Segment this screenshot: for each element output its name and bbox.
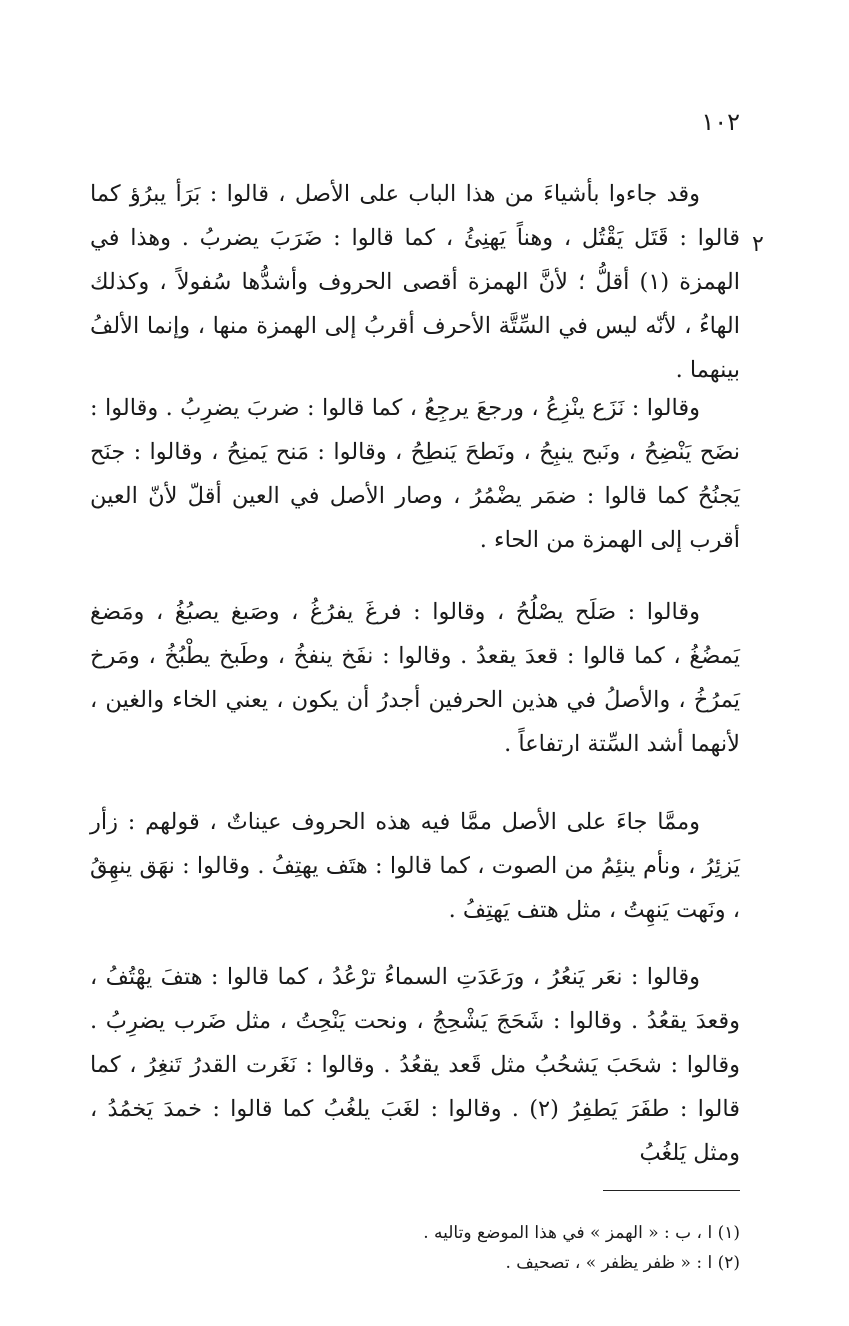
footnote-separator — [603, 1190, 740, 1191]
page-number: ١٠٢ — [701, 108, 740, 136]
paragraph-1: وقد جاءوا بأشياءَ من هذا الباب على الأصل ، قالوا : بَرَأ يبرُؤ كما قالوا : قَتَل يَقْتُل ، وهناً يَهنِئُ ، كما قالوا : ضَرَبَ يضربُ . وهذا في الهمزة (١) أقلُّ ؛ لأنَّ الهمزة أقصى الحروف وأشدُّها سُفولاً ، وكذلك الهاءُ ، لأنّه ليس في السِّتَّة الأحرف أقربُ إلى الهمزة منها ، وإنما الألفُ بينهما . — [90, 181, 740, 383]
paragraph-5: وقالوا : نعَر يَنعُرُ ، ورَعَدَتِ السماءُ ترْعُدُ ، كما قالوا : هتفَ يهْتُفُ ، وقعدَ يقعُدُ . وقالوا : شَحَجَ يَشْحِجُ ، ونحت يَنْحِتُ ، مثل ضَرب يضرِبُ . وقالوا : شحَبَ يَشحُبُ مثل قَعد يقعُدُ . وقالوا : نَغَرت القدرُ تَنغِرُ ، كما قالوا : طفَرَ يَطفِرُ (٢) . وقالوا : لغَبَ يلغُبُ كما قالوا : خمدَ يَخمُدُ ، ومثل يَلغُبُ — [90, 964, 741, 1166]
footnote-1: (١) ا ، ب : « الهمز » في هذا الموضع وتاليه . — [423, 1223, 740, 1243]
paragraph-2: وقالوا : نَزَع ينْزِعُ ، ورجعَ يرجِعُ ، كما قالوا : ضربَ يضرِبُ . وقالوا : نضَح يَنْضِحُ ، ونَبح ينبِحُ ، ونَطحَ يَنطِحُ ، وقالوا : مَنح يَمنِحُ ، وقالوا : جنَح يَجنُحُ كما قالوا : ضمَر يضْمُرُ ، وصار الأصل في العين أقلّ لأنّ العين أقرب إلى الهمزة من الحاء . — [90, 395, 740, 553]
line-number-marker: ٢ — [752, 232, 764, 257]
footnotes — [360, 1218, 740, 1278]
footnote-2: (٢) ا : « ظفر يظفر » ، تصحيف . — [505, 1253, 740, 1273]
paragraph-4: وممَّا جاءَ على الأصل ممَّا فيه هذه الحروف عيناتٌ ، قولهم : زأر يَزئِرُ ، ونأم ينئِمُ من الصوت ، كما قالوا : هتَف يهتِفُ . وقالوا : نهَق ينهِقُ ، ونَهت يَنهِتُ ، مثل هتف يَهتِفُ . — [90, 809, 740, 923]
paragraph-3: وقالوا : صَلَح يصْلُحُ ، وقالوا : فرغَ يفرُغُ ، وصَبغ يصبُغُ ، ومَضغ يَمضُغُ ، كما قالوا : قعدَ يقعدُ . وقالوا : نفَخ ينفخُ ، وطَبخ يطْبُخُ ، ومَرخ يَمرُخُ ، والأصلُ في هذين الحرفين أجدرُ أن يكون ، يعني الخاء والغين ، لأنهما أشد السِّتة ارتفاعاً . — [90, 599, 740, 757]
